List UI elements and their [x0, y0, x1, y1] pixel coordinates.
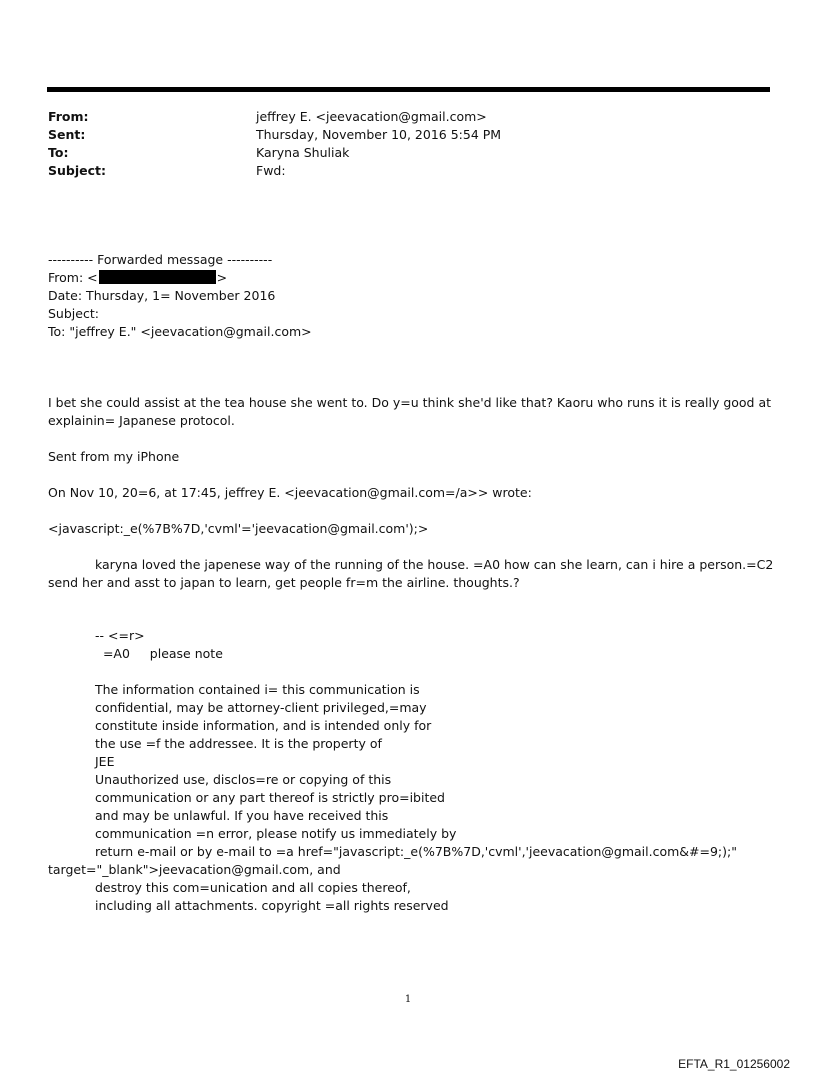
header-row-to: [48, 144, 501, 162]
disclaimer-line: JEE: [95, 754, 115, 769]
sent-from-signature: Sent from my iPhone: [48, 449, 180, 464]
closing-line: destroy this com=unication and all copies thereof,: [95, 880, 411, 895]
target-line: target="_blank">jeevacation@gmail.com, and: [48, 862, 341, 877]
header-value: Karyna Shuliak: [256, 145, 350, 160]
header-value: Fwd:: [256, 163, 286, 178]
quoted-line: send her and asst to japan to learn, get people fr=m the airline. thoughts.?: [48, 575, 520, 590]
disclaimer-line: communication =n error, please notify us immediately by: [95, 826, 457, 841]
redaction-box: [99, 270, 216, 284]
quoted-line: karyna loved the japenese way of the running of the house. =A0 how can she learn, can i hire a person.=C2: [95, 557, 774, 572]
forwarded-subject: Subject:: [48, 306, 99, 321]
disclaimer-line: return e-mail or by e-mail to =a href="javascript:_e(%7B%7D,'cvml','jeevacation@gmail.com&#=9;);": [95, 844, 737, 859]
disclaimer-line: the use =f the addressee. It is the property of: [95, 736, 382, 751]
header-label: Sent:: [48, 127, 86, 142]
disclaimer-line: The information contained i= this communication is: [95, 682, 420, 697]
header-value: jeffrey E. <jeevacation@gmail.com>: [256, 109, 487, 124]
disclaimer-line: Unauthorized use, disclos=re or copying of this: [95, 772, 392, 787]
page-number: 1: [404, 994, 412, 1005]
forwarded-message-header: [48, 251, 778, 341]
header-row-sent: [48, 126, 501, 144]
message-line: explainin= Japanese protocol.: [48, 413, 235, 428]
blank-line: [48, 663, 778, 681]
header-label: To:: [48, 145, 69, 160]
disclaimer-line: communication or any part thereof is strictly pro=ibited: [95, 790, 445, 805]
signature-dashes: -- <=r>: [95, 628, 145, 643]
header-rule: [47, 87, 770, 92]
closing-line: including all attachments. copyright =all rights reserved: [95, 898, 449, 913]
message-body: [48, 394, 778, 592]
header-label: From:: [48, 109, 89, 124]
forwarded-from-suffix: >: [216, 270, 228, 285]
blank-line: [48, 466, 778, 484]
header-row-from: [48, 108, 501, 126]
header-label: Subject:: [48, 163, 106, 178]
email-header: [48, 108, 501, 180]
disclaimer-line: and may be unlawful. If you have received this: [95, 808, 389, 823]
quote-header: On Nov 10, 20=6, at 17:45, jeffrey E. <jeevacation@gmail.com=/a>> wrote:: [48, 485, 532, 500]
blank-line: [48, 538, 778, 556]
disclaimer-line: confidential, may be attorney-client privileged,=may: [95, 700, 427, 715]
header-value: Thursday, November 10, 2016 5:54 PM: [256, 127, 502, 142]
forwarded-from: [48, 269, 778, 287]
javascript-line: <javascript:_e(%7B%7D,'cvml'='jeevacation@gmail.com');>: [48, 521, 429, 536]
message-line: I bet she could assist at the tea house she went to. Do y=u think she'd like that? Kaoru who runs it is really good at: [48, 395, 772, 410]
please-note: =A0 please note: [95, 646, 223, 661]
forwarded-date: Date: Thursday, 1= November 2016: [48, 288, 276, 303]
blank-line: [48, 430, 778, 448]
forwarded-to: To: "jeffrey E." <jeevacation@gmail.com>: [48, 324, 312, 339]
forwarded-banner: ---------- Forwarded message ----------: [48, 252, 273, 267]
blank-line: [48, 502, 778, 520]
bates-number: EFTA_R1_01256002: [678, 1057, 790, 1071]
disclaimer-line: constitute inside information, and is intended only for: [95, 718, 432, 733]
header-row-subject: [48, 162, 501, 180]
forwarded-from-prefix: From: <: [48, 270, 98, 285]
disclaimer-block: [48, 627, 778, 915]
